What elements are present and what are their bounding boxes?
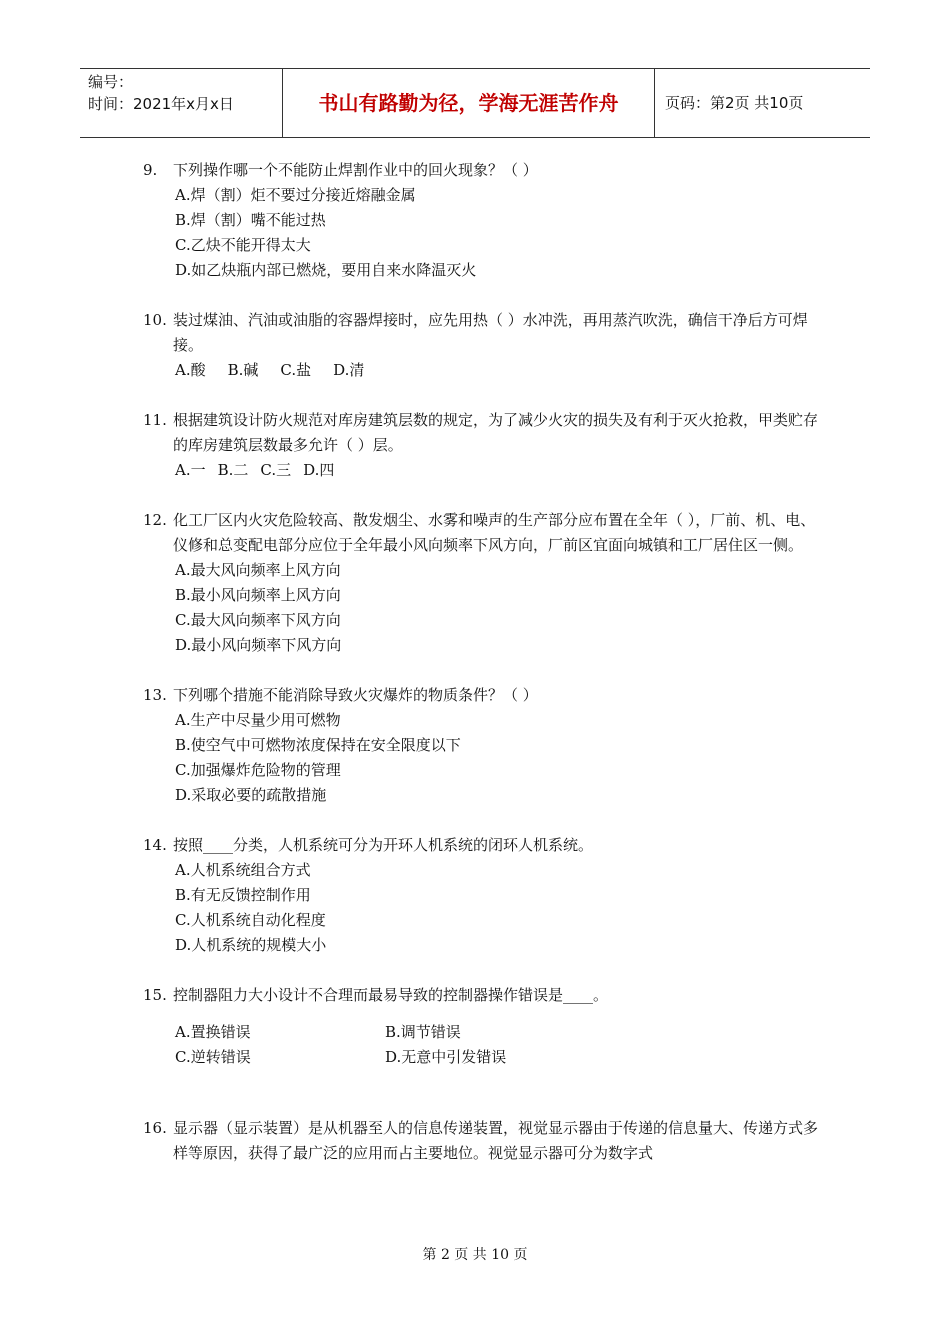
option-a: A.焊（割）炬不要过分接近熔融金属 [175,186,416,204]
option-d: D.四 [303,461,335,479]
option-a: A.置换错误 [175,1023,251,1041]
question-text [143,1116,823,1166]
option-c: C.最大风向频率下风方向 [175,611,341,629]
option-b: B.有无反馈控制作用 [175,886,311,904]
option-b: B.最小风向频率上风方向 [175,586,341,604]
question-16 [143,1116,823,1166]
header-info [88,71,278,115]
question-text [143,983,823,1008]
question-9 [143,158,823,283]
option-d: D.采取必要的疏散措施 [175,786,327,804]
page-footer: 第 2 页 共 10 页 [422,1247,528,1263]
question-number: 10. [143,311,167,329]
question-number: 12. [143,511,167,529]
question-12 [143,508,823,658]
question-14 [143,833,823,958]
question-stem: 控制器阻力大小设计不合理而最易导致的控制器操作错误是____。 [173,986,609,1004]
question-stem: 根据建筑设计防火规范对库房建筑层数的规定，为了减少火灾的损失及有利于灭火抢救，甲类贮存的库房建筑层数最多允许（ ）层。 [173,411,819,454]
question-number: 13. [143,686,167,704]
option-c: C.乙炔不能开得太大 [175,236,311,254]
time-label: 时间：2021年x月x日 [88,95,234,113]
page-header [80,68,870,138]
option-d: D.清 [333,361,365,379]
option-b: B.使空气中可燃物浓度保持在安全限度以下 [175,736,461,754]
question-text [143,508,823,558]
question-text [143,683,823,708]
header-page-label: 页码：第2页 共10页 [665,94,804,112]
option-d: D.如乙炔瓶内部已燃烧，要用自来水降温灭火 [175,261,477,279]
option-a: A.生产中尽量少用可燃物 [175,711,341,729]
option-d: D.无意中引发错误 [385,1048,507,1066]
option-d: D.人机系统的规模大小 [175,936,327,954]
question-number: 9. [143,161,158,179]
question-10 [143,308,823,383]
question-text [143,833,823,858]
question-stem: 显示器（显示装置）是从机器至人的信息传递装置，视觉显示器由于传递的信息量大、传递方式多样等原因，获得了最广泛的应用而占主要地位。视觉显示器可分为数字式 [173,1119,819,1162]
question-list [143,158,823,1191]
question-13 [143,683,823,808]
question-11 [143,408,823,483]
option-row [143,358,823,383]
option-row [143,458,823,483]
option-c: C.三 [260,461,292,479]
option-a: A.最大风向频率上风方向 [175,561,341,579]
question-number: 16. [143,1119,167,1137]
question-number: 14. [143,836,167,854]
question-number: 15. [143,986,167,1004]
option-a: A.酸 [175,361,206,379]
option-b: B.碱 [227,361,259,379]
question-number: 11. [143,411,167,429]
option-grid [143,1020,823,1070]
option-c: C.人机系统自动化程度 [175,911,326,929]
option-c: C.加强爆炸危险物的管理 [175,761,341,779]
question-stem: 装过煤油、汽油或油脂的容器焊接时，应先用热（ ）水冲洗，再用蒸汽吹洗，确信干净后方可焊接。 [173,311,808,354]
option-b: B.焊（割）嘴不能过热 [175,211,326,229]
question-stem: 按照____分类，人机系统可分为开环人机系统的闭环人机系统。 [173,836,594,854]
option-c: C.盐 [280,361,312,379]
question-text [143,158,823,183]
question-stem: 下列操作哪一个不能防止焊割作业中的回火现象？（ ） [173,161,538,179]
question-15 [143,983,823,1070]
question-text [143,408,823,458]
option-b: B.二 [217,461,249,479]
header-divider [654,69,655,137]
question-text [143,308,823,358]
option-b: B.调节错误 [385,1023,461,1041]
option-a: A.一 [175,461,206,479]
option-d: D.最小风向频率下风方向 [175,636,342,654]
question-stem: 下列哪个措施不能消除导致火灾爆炸的物质条件？（ ） [173,686,538,704]
question-stem: 化工厂区内火灾危险较高、散发烟尘、水雾和噪声的生产部分应布置在全年（ ），厂前、机、电、仪修和总变配电部分应位于全年最小风向频率下风方向，厂前区宜面向城镇和工厂居住区一侧。 [173,511,816,554]
option-c: C.逆转错误 [175,1048,251,1066]
option-a: A.人机系统组合方式 [175,861,311,879]
header-motto: 书山有路勤为径，学海无涯苦作舟 [318,91,619,115]
number-label: 编号： [88,73,134,91]
